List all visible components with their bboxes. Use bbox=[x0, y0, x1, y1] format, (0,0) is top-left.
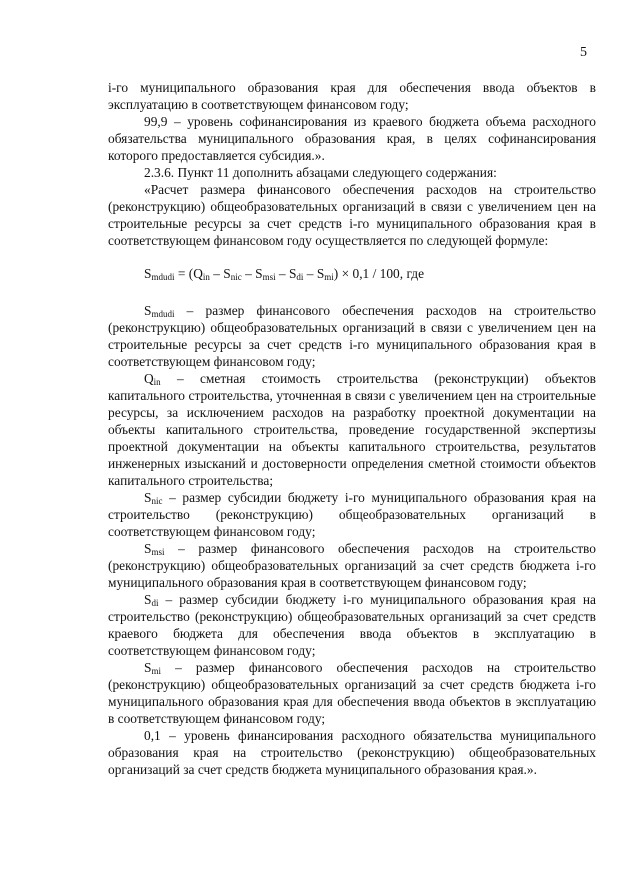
formula-minus-3: – bbox=[275, 266, 289, 281]
formula-line bbox=[144, 265, 596, 282]
page-number: 5 bbox=[580, 45, 587, 60]
definition-symbol: $S_{msi}$ bbox=[144, 541, 165, 557]
formula-term-smi: $S_{mi}$ bbox=[316, 266, 334, 282]
definition-smi bbox=[108, 659, 596, 727]
definition-symbol: $S_{mi}$ bbox=[144, 660, 161, 676]
cofinancing-level-paragraph bbox=[108, 113, 596, 164]
definition-smsi bbox=[108, 540, 596, 591]
definition-symbol: $S_{di}$ bbox=[144, 592, 159, 608]
definition-text: – размер субсидии бюджету i-го муниципального образования края на строительство (реконструкцию) общеобразовательных организаций за счет средств краевого бюджета для обеспечения ввода объектов в эксплуатацию в соответствующем финансовом году; bbox=[108, 592, 596, 658]
formula-minus-2: – bbox=[241, 266, 256, 281]
financing-level-text: – уровень финансирования расходного обязательства муниципального образования края на строительство (реконструкцию) общеобразовательных организаций за счет средств бюджета муниципального образования края.». bbox=[108, 728, 596, 777]
formula-minus-4: – bbox=[303, 266, 317, 281]
calculation-intro-paragraph: «Расчет размера финансового обеспечения расходов на строительство (реконструкцию) общеобразовательных организаций в связи с увеличением цен на строительные ресурсы за счет средств i-го муниципального образования края в соответствующем финансовом году осуществляется по следующей формуле: bbox=[108, 182, 596, 248]
definition-snic bbox=[108, 489, 596, 540]
formula-tail: ) × 0,1 / 100, где bbox=[333, 266, 425, 281]
formula-minus-1: – bbox=[209, 266, 224, 281]
formula-term-snic: $S_{nic}$ bbox=[223, 266, 242, 282]
financing-level-value: 0,1 bbox=[144, 728, 161, 743]
intro-continuation-paragraph: i-го муниципального образования края для обеспечения ввода объектов в эксплуатацию в соответствующем финансовом году; bbox=[108, 80, 596, 112]
definition-smdudi bbox=[108, 302, 596, 370]
definition-symbol: $Q_{in}$ bbox=[144, 371, 161, 387]
definition-text: – размер финансового обеспечения расходов на строительство (реконструкцию) общеобразовательных организаций за счет средств бюджета i-го муниципального образования края в соответствующем финансовом году; bbox=[108, 541, 596, 590]
definition-text: – размер финансового обеспечения расходов на строительство (реконструкцию) общеобразовательных организаций за счет средств бюджета i-го муниципального образования края для обеспечения ввода объектов в эксплуатацию в соответствующем финансовом году; bbox=[108, 660, 596, 726]
document-body bbox=[108, 79, 596, 778]
formula-term-sdi: $S_{di}$ bbox=[288, 266, 304, 282]
definition-text: – размер финансового обеспечения расходов на строительство (реконструкцию) общеобразовательных организаций в связи с увеличением цен на строительные ресурсы за счет средств i-го муниципального образования края в соответствующем финансовом году; bbox=[108, 303, 596, 369]
definition-qin bbox=[108, 370, 596, 489]
item-2-3-6-paragraph: 2.3.6. Пункт 11 дополнить абзацами следующего содержания: bbox=[144, 165, 497, 180]
definition-sdi bbox=[108, 591, 596, 659]
definition-text: – размер субсидии бюджету i-го муниципального образования края на строительство (реконструкцию) общеобразовательных организаций в соответствующем финансовом году; bbox=[108, 490, 596, 539]
cofinancing-level-text: – уровень софинансирования из краевого бюджета объема расходного обязательства муниципального образования края, в целях софинансирования которого предоставляется субсидия.». bbox=[108, 114, 596, 163]
definition-text: – сметная стоимость строительства (реконструкции) объектов капитального строительства, уточненная в связи с увеличением цен на строительные ресурсы, за исключением расходов на разработку проектной документации на объекты капитального строительства, проведение государственной экспертизы проектной документации на объекты капитального строительства, результатов инженерных изысканий и достоверности определения сметной стоимости объектов капитального строительства; bbox=[108, 371, 596, 488]
formula-eq-open: = ( bbox=[174, 266, 194, 281]
definition-symbol: $S_{mdudi}$ bbox=[144, 303, 175, 319]
formula-term-qin: $Q_{in}$ bbox=[193, 266, 210, 282]
financing-level-paragraph bbox=[108, 727, 596, 778]
formula-term-smsi: $S_{msi}$ bbox=[255, 266, 276, 282]
definition-symbol: $S_{nic}$ bbox=[144, 490, 163, 506]
formula-lhs: $S_{mdudi}$ bbox=[144, 266, 175, 282]
cofinancing-level-value: 99,9 bbox=[144, 114, 168, 129]
